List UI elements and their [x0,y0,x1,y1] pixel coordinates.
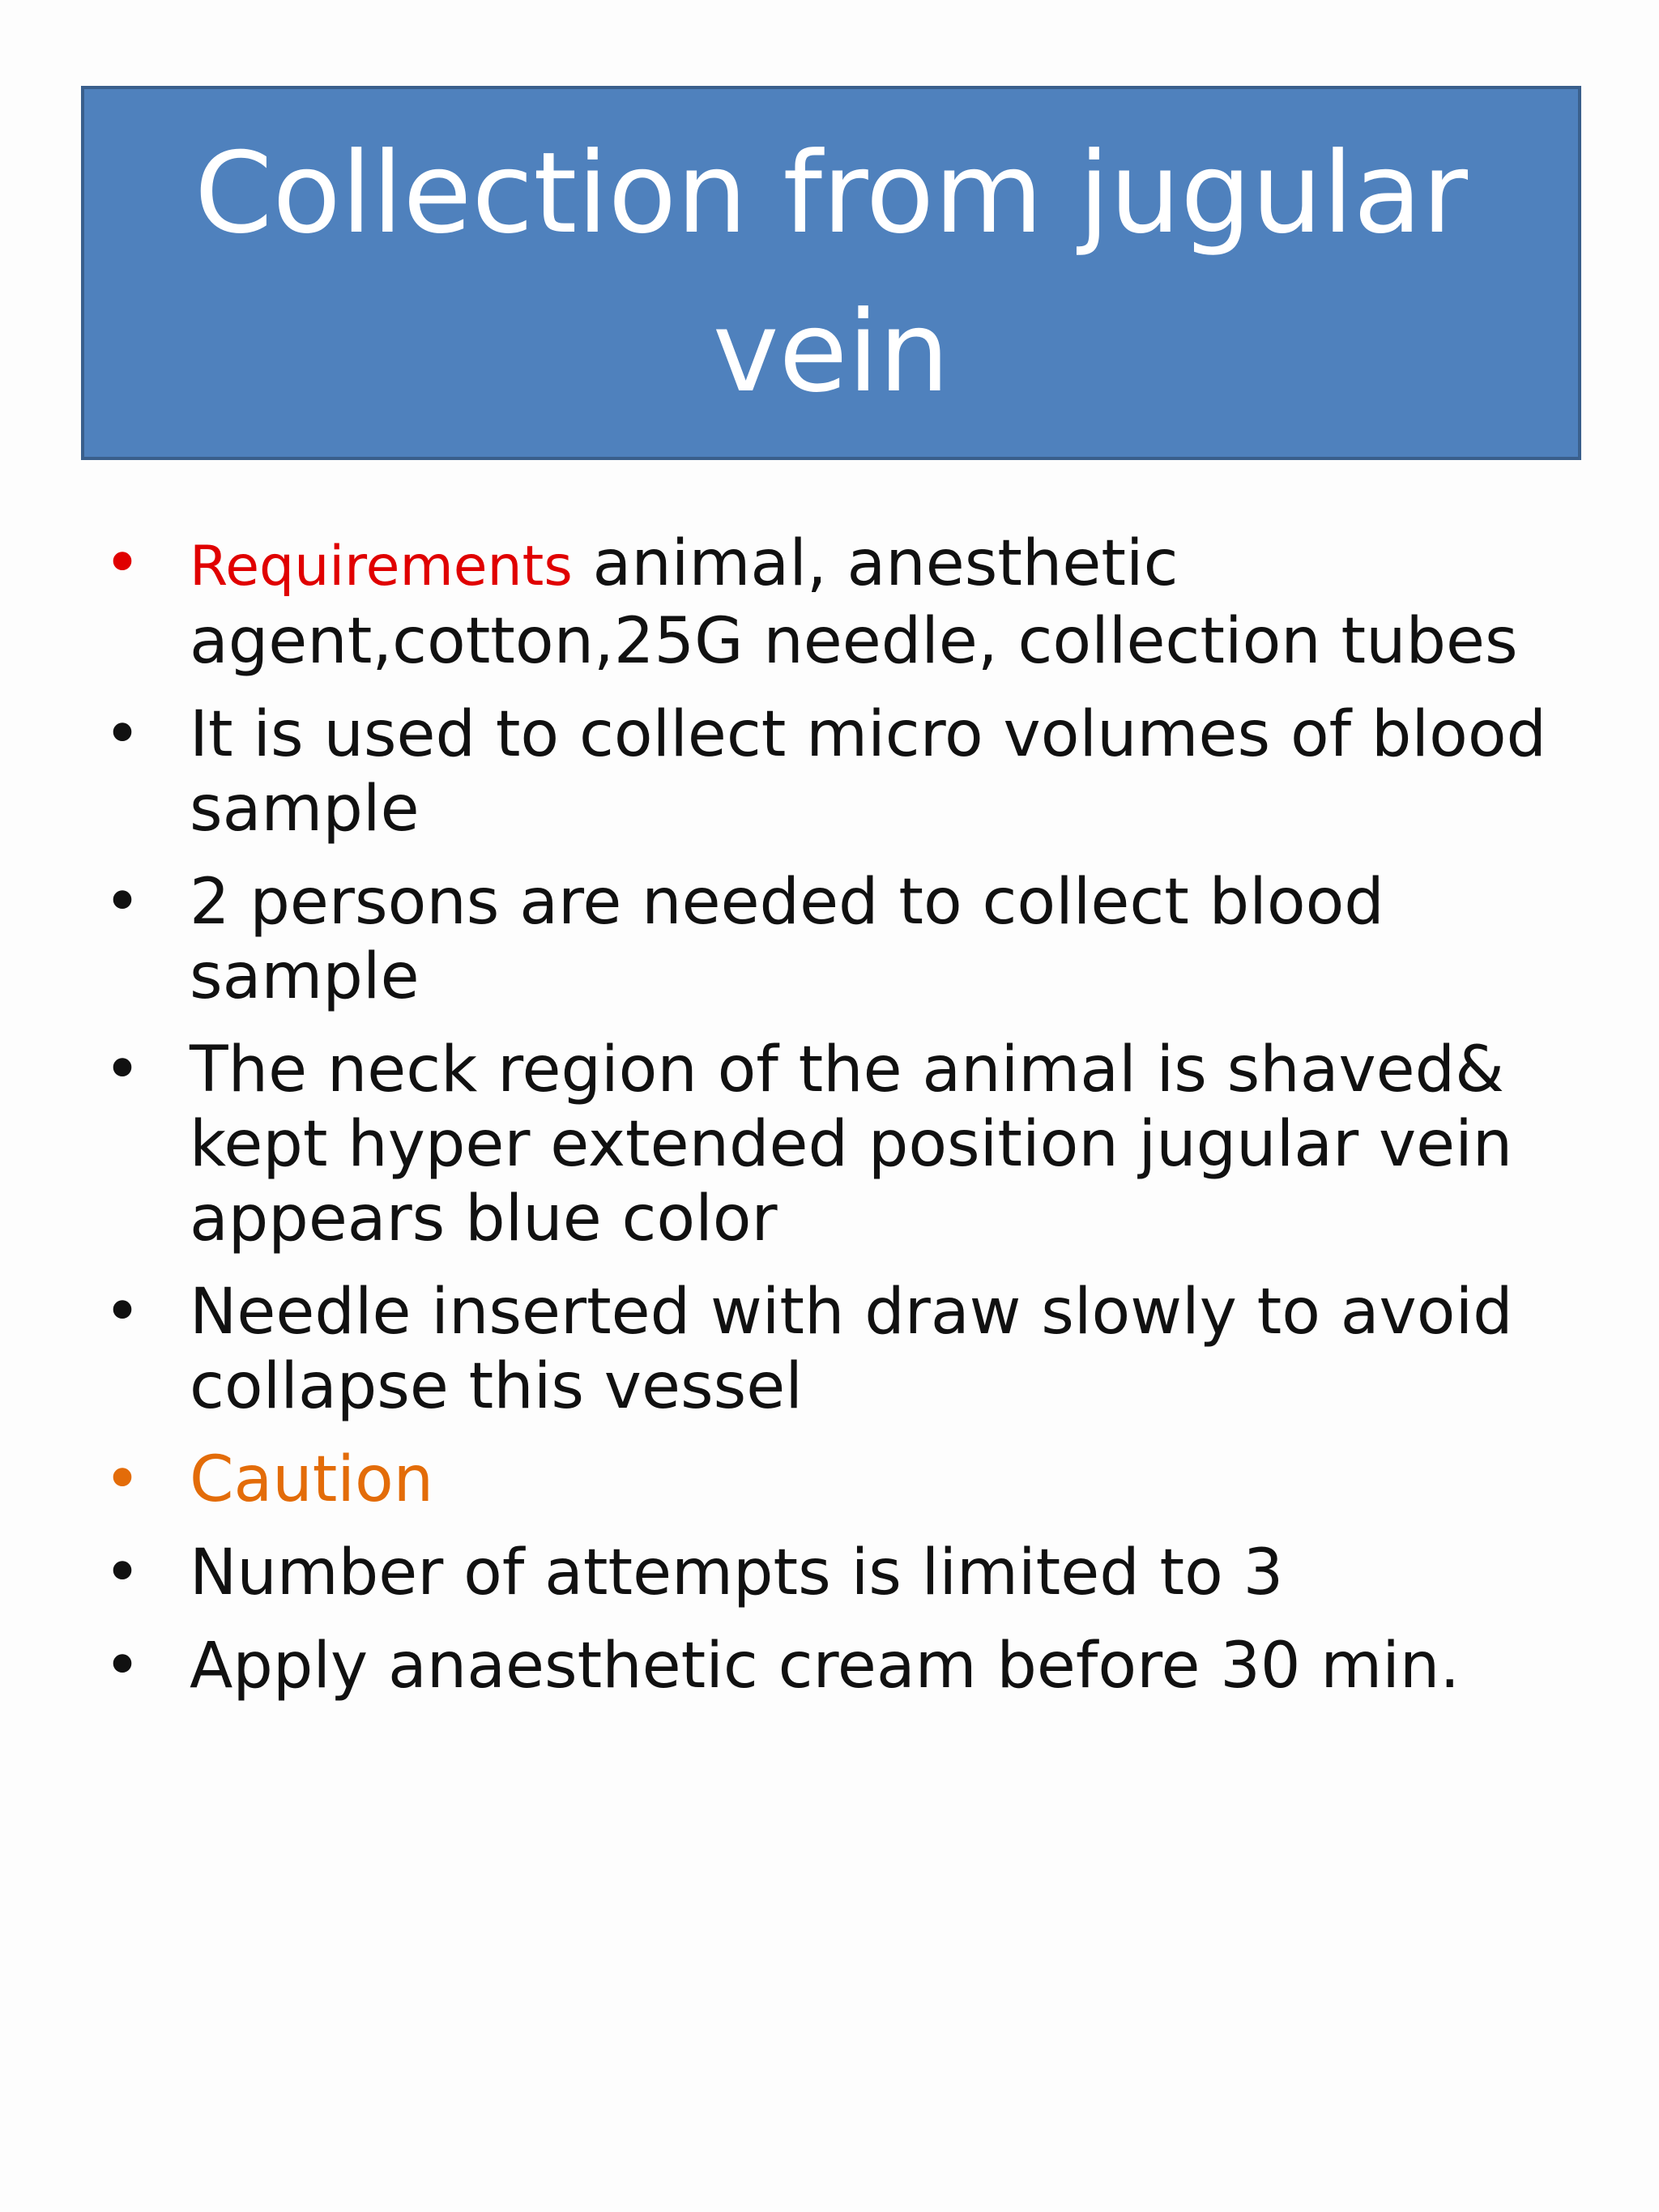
bullet-text: Needle inserted with draw slowly to avoid collapse this vessel [190,1276,1513,1423]
bullet-item [0,1536,1659,1610]
bullet-icon: • [104,1630,142,1703]
bullet-icon: • [104,527,142,600]
bullet-item-caution [0,1443,1659,1517]
bullet-icon: • [104,1443,142,1516]
bullet-text: The neck region of the animal is shaved& kept hyper extended position jugular vein appears blue color [190,1034,1513,1255]
bullet-item [0,1629,1659,1703]
title-box [81,86,1581,460]
bullet-text: Apply anaesthetic cream before 30 min. [190,1630,1461,1703]
bullet-list [0,526,1659,1722]
bullet-item [0,1033,1659,1256]
bullet-item [0,697,1659,846]
bullet-text: 2 persons are needed to collect blood sample [190,866,1384,1013]
bullet-icon: • [104,1034,142,1106]
slide-title: Collection from jugular vein [194,128,1468,417]
requirements-text: animal, anesthetic agent,cotton,25G needle, collection tubes [190,527,1518,678]
bullet-icon: • [104,1536,142,1609]
bullet-icon: • [104,1276,142,1349]
caution-heading: Caution [190,1443,434,1516]
bullet-item-requirements [0,526,1659,679]
bullet-icon: • [104,698,142,771]
bullet-text: Number of attempts is limited to 3 [190,1536,1284,1609]
bullet-text: It is used to collect micro volumes of blood sample [190,698,1547,846]
bullet-icon: • [104,866,142,939]
requirements-label: Requirements [190,535,573,599]
bullet-item [0,1275,1659,1424]
bullet-item [0,865,1659,1014]
